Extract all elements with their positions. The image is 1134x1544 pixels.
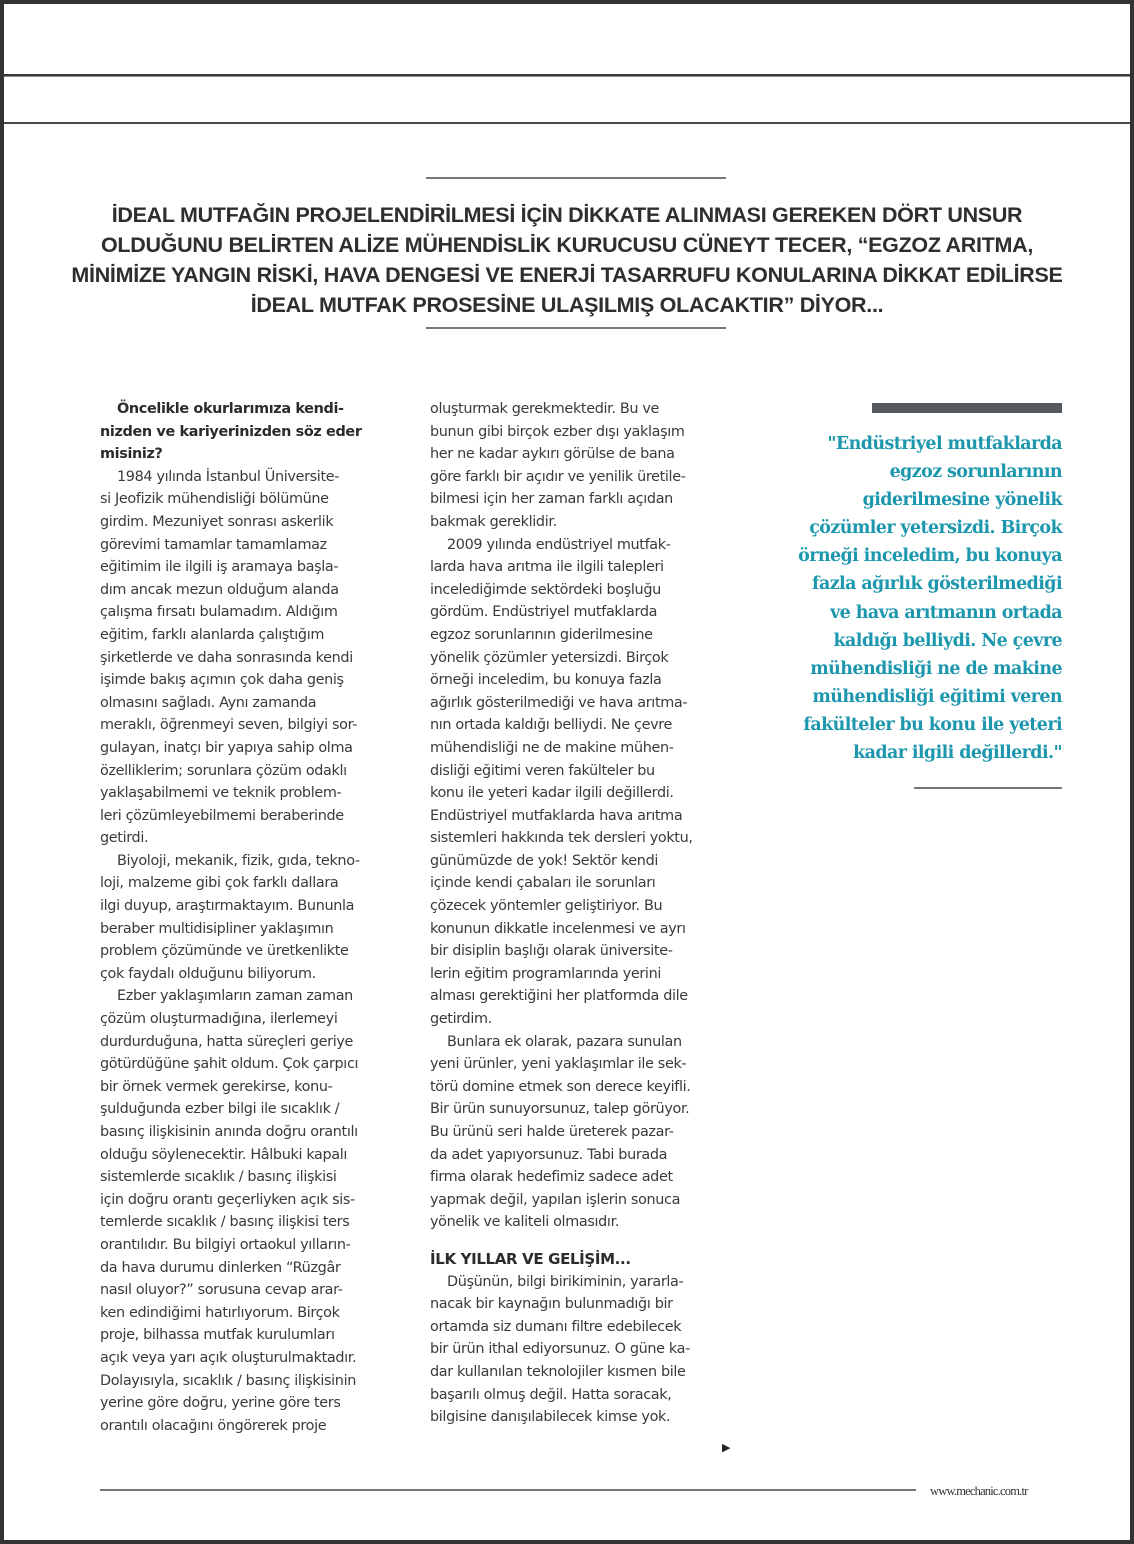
body-text-line: nın ortada kaldığı belliydi. Ne çevre (430, 717, 673, 734)
body-text-line: mühendisliği ne de makine mühen- (430, 739, 674, 756)
body-text-line: disliği eğitimi veren fakülteler bu (430, 762, 655, 779)
pull-quote-line: giderilmesine yönelik (862, 490, 1062, 511)
body-text-line: yapmak değil, yapılan işlerin sonuca (430, 1191, 681, 1208)
body-text-line: 2009 yılında endüstriyel mutfak- (447, 536, 671, 553)
body-text-line: egzoz sorunlarının giderilmesine (430, 626, 653, 643)
body-text-line: ortamda siz dumanı filtre edebilecek (430, 1318, 682, 1335)
body-text-line: temlerde sıcaklık / basınç ilişkisi ters (100, 1214, 350, 1231)
body-text-line: bilgisine danışılabilecek kimse yok. (430, 1409, 671, 1426)
body-text-line: bilmesi için her zaman farklı açıdan (430, 491, 673, 508)
body-text-line: yönelik çözümler yetersizdi. Birçok (430, 649, 669, 666)
pull-quote-rule (914, 787, 1062, 789)
body-text-line: lerin eğitim programlarında yerini (430, 965, 661, 982)
continue-arrow-icon: ▶ (722, 1441, 731, 1454)
body-text-line: Bunlara ek olarak, pazara sunulan (447, 1033, 682, 1050)
body-text-line: içinde kendi çabaları ile sorunları (430, 875, 656, 892)
footer-url: www.mechanic.com.tr (930, 1484, 1028, 1498)
body-text-line: beraber multidisipliner yaklaşımın (100, 920, 334, 937)
pull-quote-line: egzoz sorunlarının (889, 462, 1062, 483)
body-text-line: günümüzde de yok! Sektör kendi (430, 852, 658, 869)
body-text-line: getirdim. (430, 1011, 492, 1028)
pull-quote-bar (872, 403, 1062, 413)
footer-rule (100, 1489, 916, 1491)
body-text-line: çalışma fırsatı bulamadım. Aldığım (100, 604, 338, 621)
pull-quote-line: çözümler yetersizdi. Birçok (809, 518, 1062, 539)
pull-quote-line: "Endüstriyel mutfaklarda (827, 434, 1062, 454)
deck-line: İDEAL MUTFAĞIN PROJELENDİRİLMESİ İÇİN DİKKATE ALINMASI GEREKEN DÖRT UNSUR (111, 203, 1023, 227)
body-text-line: bir örnek vermek gerekirse, konu- (100, 1078, 333, 1095)
pull-quote-line: örneği inceledim, bu konuya (798, 546, 1062, 567)
pull-quote-line: kaldığı belliydi. Ne çevre (833, 630, 1062, 651)
body-text-line: gördüm. Endüstriyel mutfaklarda (430, 604, 658, 621)
interview-question: misiniz? (100, 446, 163, 463)
body-text-line: Bir ürün sunuyorsunuz, talep görüyor. (430, 1101, 690, 1118)
body-text-line: şulduğunda ezber bilgi ile sıcaklık / (100, 1101, 340, 1118)
body-text-line: firma olarak hedefimiz sadece adet (430, 1169, 673, 1186)
body-text-line: bir ürün ithal ediyorsunuz. O güne ka- (430, 1341, 690, 1358)
body-text-line: başarılı olmuş değil. Hatta soracak, (430, 1386, 672, 1403)
body-text-line: örneği inceledim, bu konuya fazla (430, 672, 662, 689)
body-text-line: olmasını sağladı. Aynı zamanda (100, 694, 317, 711)
body-text-line: konu ile yeteri kadar ilgili değillerdi. (430, 785, 674, 802)
deck-line: MİNİMİZE YANGIN RİSKİ, HAVA DENGESİ VE ENERJİ TASARRUFU KONULARINA DİKKAT EDİLİRSE (71, 263, 1063, 287)
deck-line: OLDUĞUNU BELİRTEN ALİZE MÜHENDİSLİK KURUCUSU CÜNEYT TECER, “EGZOZ ARITMA, (100, 233, 1034, 257)
body-text-line: Endüstriyel mutfaklarda hava arıtma (430, 807, 683, 824)
body-text-line: si Jeofizik mühendisliği bölümüne (100, 491, 329, 508)
body-text-line: incelediğimde sektördeki boşluğu (430, 581, 661, 598)
section-subheading: İLK YILLAR VE GELİŞİM... (430, 1249, 631, 1268)
body-text-line: törü domine etmek son derece keyifli. (430, 1078, 691, 1095)
interview-question: Öncelikle okurlarımıza kendi- (117, 401, 344, 417)
body-text-line: ilgi duyup, araştırmaktayım. Bununla (100, 898, 355, 915)
pull-quote-line: fazla ağırlık gösterilmediği (812, 574, 1062, 595)
body-text-line: getirdi. (100, 830, 149, 847)
pull-quote-line: mühendisliği eğitimi veren (812, 686, 1062, 707)
pull-quote-line: ve hava arıtmanın ortada (830, 602, 1062, 623)
body-text-line: da hava durumu dinlerken “Rüzgâr (100, 1259, 341, 1276)
pull-quote (762, 430, 1062, 767)
body-text-line: 1984 yılında İstanbul Üniversite- (117, 468, 340, 485)
body-text-line: Ezber yaklaşımların zaman zaman (117, 988, 353, 1005)
body-text-line: girdim. Mezuniyet sonrası askerlik (100, 513, 334, 530)
body-text-line: göre farklı bir açıdır ve yenilik üretile- (430, 468, 686, 485)
body-text-line: dar kullanılan teknolojiler kısmen bile (430, 1363, 686, 1380)
body-text-line: basınç ilişkisinin anında doğru orantılı (100, 1124, 358, 1140)
body-text-line: oluşturmak gerekmektedir. Bu ve (430, 401, 660, 417)
pull-quote-line: mühendisliği ne de makine (810, 658, 1062, 679)
body-text-line: yerine göre doğru, yerine göre ters (100, 1395, 341, 1412)
body-text-line: eğitimim ile ilgili iş aramaya başla- (100, 559, 339, 576)
body-text-line: sistemleri hakkında tek dersleri yoktu, (430, 830, 693, 847)
body-text-line: götürdüğüne şahit oldum. Çok çarpıcı (100, 1056, 359, 1073)
body-text-line: bunun gibi birçok ezber dışı yaklaşım (430, 423, 685, 440)
interview-question: nizden ve kariyerinizden söz eder (100, 423, 362, 440)
body-text-line: orantılı olacağını öngörerek proje (100, 1417, 327, 1434)
body-text-line: çok faydalı olduğunu biliyorum. (100, 965, 316, 982)
body-text-line: proje, bilhassa mutfak kurulumları (100, 1327, 335, 1344)
header-rule-2 (4, 122, 1130, 124)
body-text-line: loji, malzeme gibi çok farklı dallara (100, 875, 339, 892)
body-text-line: ağırlık gösterilmediği ve hava arıtma- (430, 694, 688, 711)
body-text-line: durdurduğuna, hatta süreçleri geriye (100, 1033, 354, 1050)
body-text-line: problem çözümünde ve üretkenlikte (100, 943, 349, 960)
deck-line: İDEAL MUTFAK PROSESİNE ULAŞILMIŞ OLACAKTIR” DİYOR... (250, 293, 884, 317)
pull-quote-line: kadar ilgili değillerdi." (853, 743, 1062, 764)
body-text-line: bakmak gereklidir. (430, 513, 557, 530)
body-text-line: çözüm oluşturmadığına, ilerlemeyi (100, 1011, 338, 1028)
body-text-line: nacak bir kaynağın bulunmadığı bir (430, 1296, 673, 1313)
body-text-line: gulayan, inatçı bir yapıya sahip olma (100, 739, 353, 756)
body-text-line: nasıl oluyor?” sorusuna cevap arar- (100, 1282, 343, 1299)
body-text-line: şirketlerde ve daha sonrasında kendi (100, 649, 353, 666)
pull-quote-line: fakülteler bu konu ile yeteri (803, 714, 1062, 735)
body-text-line: Bu ürünü seri halde üreterek pazar- (430, 1124, 674, 1140)
article-deck (60, 200, 1074, 320)
body-text-line: çözecek yöntemler geliştiriyor. Bu (430, 898, 663, 915)
body-column-2 (430, 398, 746, 1429)
body-text-line: meraklı, öğrenmeyi seven, bilgiyi sor- (100, 717, 358, 734)
body-text-line: yönelik ve kaliteli olmasıdır. (430, 1214, 620, 1231)
body-text-line: Biyoloji, mekanik, fizik, gıda, tekno- (117, 852, 360, 869)
body-text-line: ken edindiğimi hatırlıyorum. Birçok (100, 1304, 340, 1321)
body-text-line: özelliklerim; sorunlara çözüm odaklı (100, 762, 347, 779)
body-text-line: orantılıdır. Bu bilgiyi ortaokul yılların- (100, 1236, 351, 1253)
section-spacer (430, 1234, 746, 1248)
body-text-line: larda hava arıtma ile ilgili talepleri (430, 559, 664, 576)
body-text-line: yaklaşabilmemi ve teknik problem- (100, 785, 342, 802)
body-text-line: için doğru orantı geçerliyken açık sis- (100, 1191, 355, 1208)
body-text-line: görevimi tamamlar tamamlamaz (100, 536, 327, 553)
deck-top-rule (426, 177, 726, 179)
body-text-line: da adet yapıyorsunuz. Tabi burada (430, 1146, 668, 1163)
body-text-line: sistemlerde sıcaklık / basınç ilişkisi (100, 1169, 337, 1186)
body-text-line: Düşünün, bilgi birikiminin, yararla- (447, 1273, 684, 1290)
header-rule-1-shadow (4, 76, 1130, 77)
body-text-line: eğitim, farklı alanlarda çalıştığım (100, 626, 325, 643)
body-text-line: işimde bakış açımın çok daha geniş (100, 672, 344, 689)
body-text-line: açık veya yarı açık oluşturulmaktadır. (100, 1349, 357, 1366)
body-text-line: Dolayısıyla, sıcaklık / basınç ilişkisinin (100, 1372, 356, 1389)
body-text-line: alması gerektiğini her platformda dile (430, 988, 688, 1005)
body-text-line: bir disiplin başlığı olarak üniversite- (430, 943, 673, 960)
body-text-line: konunun dikkatle incelenmesi ve ayrı (430, 920, 686, 937)
body-text-line: olduğu söylenecektir. Hâlbuki kapalı (100, 1146, 348, 1163)
body-text-line: yeni ürünler, yeni yaklaşımlar ile sek- (430, 1056, 687, 1073)
deck-bottom-rule (426, 327, 726, 329)
body-text-line: her ne kadar aykırı görülse de bana (430, 446, 675, 463)
body-column-1 (100, 398, 410, 1437)
body-text-line: leri çözümleyebilmemi beraberinde (100, 807, 344, 824)
body-text-line: dım ancak mezun olduğum alanda (100, 581, 339, 598)
